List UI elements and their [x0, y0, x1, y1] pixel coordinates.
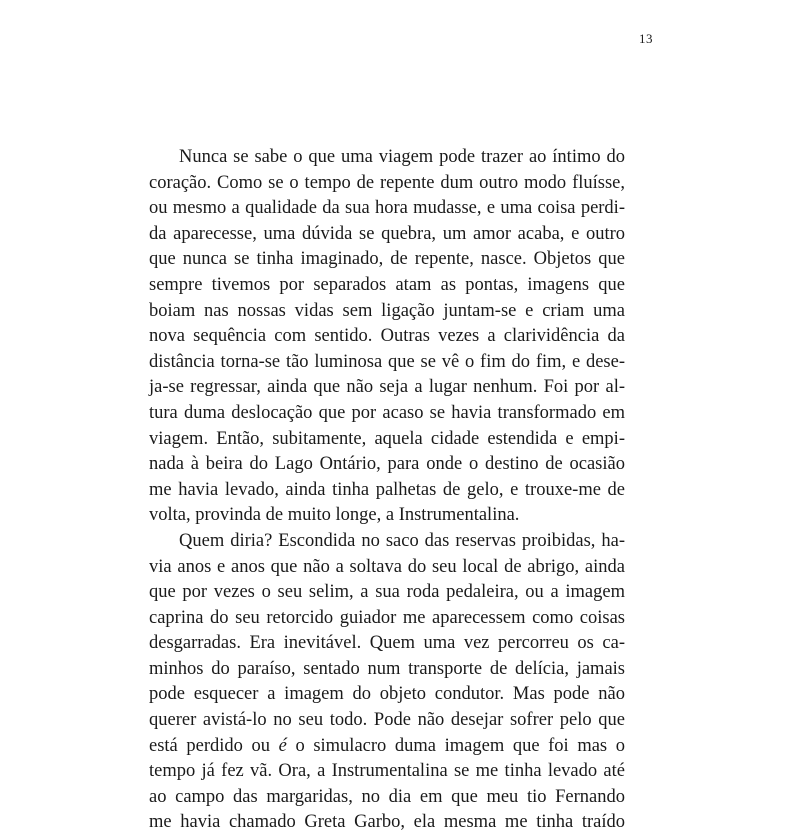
text-line: boiam nas nossas vidas sem ligação juntam-se e criam uma	[149, 300, 625, 321]
text-line: que por vezes o seu selim, a sua roda pedaleira, ou a imagem	[149, 582, 625, 603]
text-line: Nunca se sabe o que uma viagem pode trazer ao íntimo do	[179, 147, 625, 167]
text-line: ou mesmo a qualidade da sua hora mudasse, e uma coisa perdi-	[149, 198, 625, 219]
text-line: nada à beira do Lago Ontário, para onde o destino de ocasião	[149, 454, 625, 475]
emphasized-word: é	[278, 735, 287, 756]
text-line: volta, provinda de muito longe, a Instrumentalina.	[149, 505, 520, 526]
text-line: que nunca se tinha imaginado, de repente, nasce. Objetos que	[149, 249, 625, 270]
text-line: caprina do seu retorcido guiador me aparecessem como coisas	[149, 607, 625, 628]
text-line: desgarradas. Era inevitável. Quem uma vez percorreu os ca-	[149, 633, 625, 654]
text-line: ja-se regressar, ainda que não seja a lugar nenhum. Foi por al-	[149, 377, 625, 398]
paragraph	[149, 529, 625, 836]
text-line: ao campo das margaridas, no dia em que meu tio Fernando	[149, 786, 625, 807]
text-line: sempre tivemos por separados atam as pontas, imagens que	[149, 274, 625, 295]
text-line: distância torna-se tão luminosa que se vê o fim do fim, e dese-	[149, 351, 625, 372]
text-line: me havia chamado Greta Garbo, ela mesma me tinha traído	[149, 812, 625, 833]
text-line: Quem diria? Escondida no saco das reservas proibidas, ha-	[179, 530, 625, 551]
body-text	[149, 145, 625, 836]
text-line: querer avistá-lo no seu todo. Pode não desejar sofrer pelo que	[149, 710, 625, 731]
text-line: pode esquecer a imagem do objeto condutor. Mas pode não	[149, 684, 625, 705]
text-line: via anos e anos que não a soltava do seu local de abrigo, ainda	[149, 556, 625, 577]
text-line: viagem. Então, subitamente, aquela cidade estendida e empi-	[149, 428, 625, 449]
text-line: da aparecesse, uma dúvida se quebra, um amor acaba, e outro	[149, 223, 625, 244]
text-line: minhos do paraíso, sentado num transporte de delícia, jamais	[149, 658, 625, 679]
text-line: está perdido ou é o simulacro duma imagem que foi mas o	[149, 735, 625, 756]
text-line: tura duma deslocação que por acaso se havia transformado em	[149, 402, 625, 423]
paragraph	[149, 145, 625, 529]
text-line: coração. Como se o tempo de repente dum outro modo fluísse,	[149, 172, 625, 193]
text-line: tempo já fez vã. Ora, a Instrumentalina se me tinha levado até	[149, 761, 625, 782]
text-line: nova sequência com sentido. Outras vezes a clarividência da	[149, 326, 625, 347]
text-line: me havia levado, ainda tinha palhetas de gelo, e trouxe-me de	[149, 479, 625, 500]
page-number: 13	[639, 31, 653, 46]
